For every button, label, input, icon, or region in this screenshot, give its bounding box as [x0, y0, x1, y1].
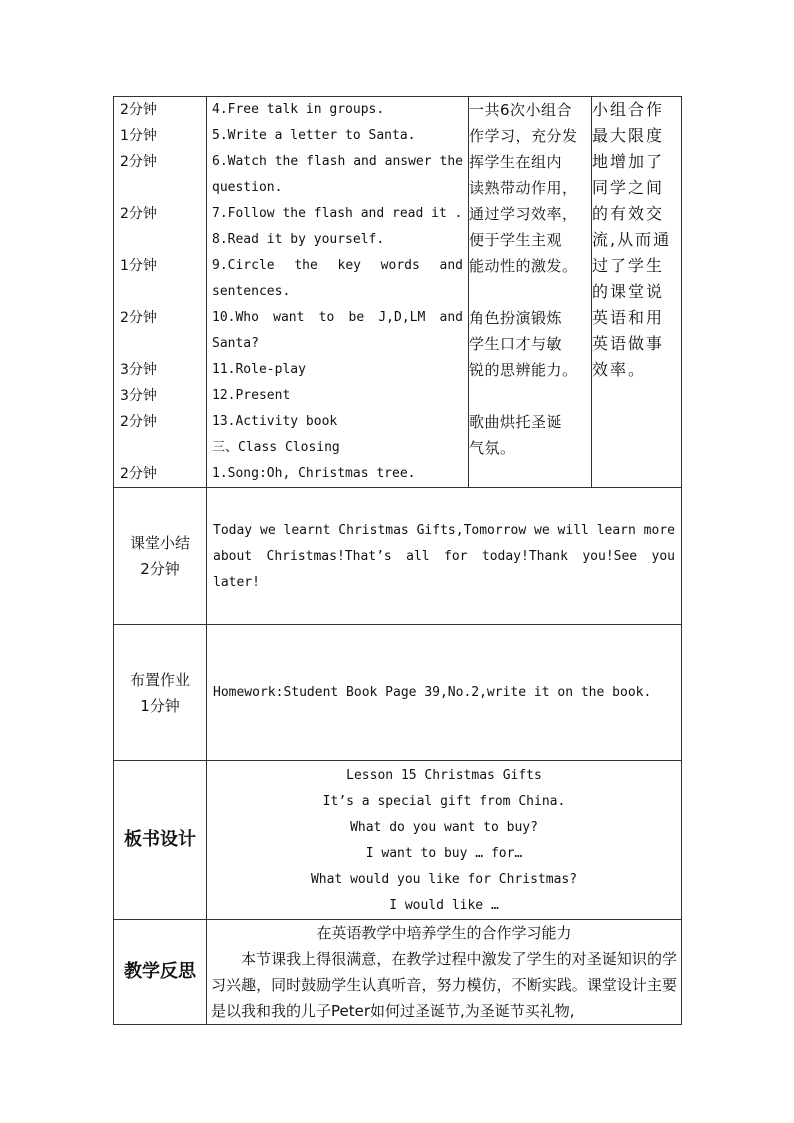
intent-line: 锐的思辨能力。 — [469, 361, 578, 379]
lesson-plan-table — [113, 96, 682, 1025]
intent-line: 歌曲烘托圣诞 — [469, 413, 563, 431]
step-line: question. — [212, 180, 283, 195]
reflection-row — [114, 920, 682, 1025]
time-label — [114, 227, 206, 253]
step-line: 10.Who want to be J,D,LM and — [212, 310, 463, 325]
step-line: Santa? — [212, 336, 259, 351]
procedure-row — [114, 97, 682, 488]
time-label: 3分钟 — [120, 388, 157, 404]
reflection-text: 本节课我上得很满意，在教学过程中激发了学生的对圣诞知识的学习兴趣，同时鼓励学生认真听音，努力模仿，不断实践。课堂设计主要是以我和我的儿子Peter如何过圣诞节,为圣诞节买礼物, — [211, 950, 677, 1020]
step-line: 12.Present — [212, 388, 291, 403]
time-label: 2分钟 — [120, 206, 157, 222]
time-label: 2分钟 — [120, 466, 157, 482]
reflection-label-cell — [114, 920, 207, 1025]
step-line: 5.Write a letter to Santa. — [212, 128, 416, 143]
board-line: Lesson 15 Christmas Gifts — [346, 768, 542, 783]
summary-label: 课堂小结 — [129, 534, 190, 552]
step-line: 7.Follow the flash and read it . — [212, 206, 463, 221]
step-line: 9.Circle the key words and — [212, 258, 463, 273]
time-label — [114, 435, 206, 461]
summary-label-cell — [114, 488, 207, 625]
effect-line: 过了学生 — [592, 256, 665, 275]
intent-line: 一共6次小组合 — [469, 101, 573, 119]
reflection-content — [207, 920, 682, 1025]
board-line: It’s a special gift from China. — [322, 794, 566, 809]
intent-line: 作学习，充分发 — [469, 127, 578, 145]
step-line: sentences. — [212, 284, 291, 299]
effect-line: 的课堂说 — [592, 282, 665, 301]
time-label: 2分钟 — [120, 102, 157, 118]
intent-line: 角色扮演锻炼 — [469, 309, 563, 327]
time-label — [114, 279, 206, 305]
summary-line: about Christmas!That’s all for today!Thank you!See you — [213, 549, 675, 564]
board-label-cell — [114, 761, 207, 920]
time-label: 3分钟 — [120, 362, 157, 378]
steps-column — [207, 97, 469, 488]
reflection-title: 在英语教学中培养学生的合作学习能力 — [316, 924, 572, 942]
effect-line: 效率。 — [592, 360, 647, 379]
board-label: 板书设计 — [124, 829, 196, 850]
intent-line: 能动性的激发。 — [469, 257, 578, 275]
summary-line: Today we learnt Christmas Gifts,Tomorrow we will learn more — [213, 523, 675, 538]
step-line: 4.Free talk in groups. — [212, 102, 385, 117]
homework-time: 1分钟 — [140, 696, 180, 715]
board-line: What do you want to buy? — [350, 820, 538, 835]
reflection-label: 教学反思 — [124, 961, 196, 982]
step-line: 11.Role-play — [212, 362, 306, 377]
time-label: 1分钟 — [120, 258, 157, 274]
step-line: 三、Class Closing — [212, 440, 340, 455]
effect-line: 地增加了 — [592, 152, 665, 171]
intent-line: 学生口才与敏 — [469, 335, 563, 353]
time-label — [114, 331, 206, 357]
step-line: 13.Activity book — [212, 414, 338, 429]
intent-line: 通过学习效率， — [469, 205, 578, 223]
effect-line: 英语和用 — [592, 308, 665, 327]
effect-line: 流,从而通 — [592, 230, 672, 249]
summary-time: 2分钟 — [140, 560, 180, 578]
effect-line: 同学之间 — [592, 178, 665, 197]
step-line: 6.Watch the flash and answer the — [212, 154, 463, 169]
homework-label: 布置作业 — [129, 670, 190, 689]
board-line: What would you like for Christmas? — [310, 872, 578, 887]
intent-line: 便于学生主观 — [469, 231, 563, 249]
intent-line: 读熟带动作用， — [469, 179, 578, 197]
board-content — [207, 761, 682, 920]
design-intent-column — [469, 97, 592, 488]
homework-label-cell — [114, 625, 207, 761]
time-label: 1分钟 — [120, 128, 157, 144]
spacer — [469, 383, 591, 409]
homework-content — [207, 625, 682, 761]
homework-row — [114, 625, 682, 761]
summary-line: later! — [213, 575, 260, 590]
effect-line: 英语做事 — [592, 334, 665, 353]
time-label: 2分钟 — [120, 310, 157, 326]
summary-content — [207, 488, 682, 625]
intent-line: 气氛。 — [469, 439, 516, 457]
effect-column — [592, 97, 682, 488]
summary-row — [114, 488, 682, 625]
effect-line: 小组合作 — [592, 100, 665, 119]
board-line: I would like … — [389, 898, 499, 913]
time-label — [114, 175, 206, 201]
time-label: 2分钟 — [120, 414, 157, 430]
homework-text: Homework:Student Book Page 39,No.2,write it on the book. — [213, 685, 652, 700]
time-column — [114, 97, 207, 488]
time-label: 2分钟 — [120, 154, 157, 170]
step-line: 1.Song:Oh, Christmas tree. — [212, 466, 416, 481]
board-line: I want to buy … for… — [365, 846, 523, 861]
step-line: 8.Read it by yourself. — [212, 232, 385, 247]
board-row — [114, 761, 682, 920]
intent-line: 挥学生在组内 — [469, 153, 563, 171]
spacer — [469, 279, 591, 305]
effect-line: 的有效交 — [592, 204, 665, 223]
effect-line: 最大限度 — [592, 126, 665, 145]
